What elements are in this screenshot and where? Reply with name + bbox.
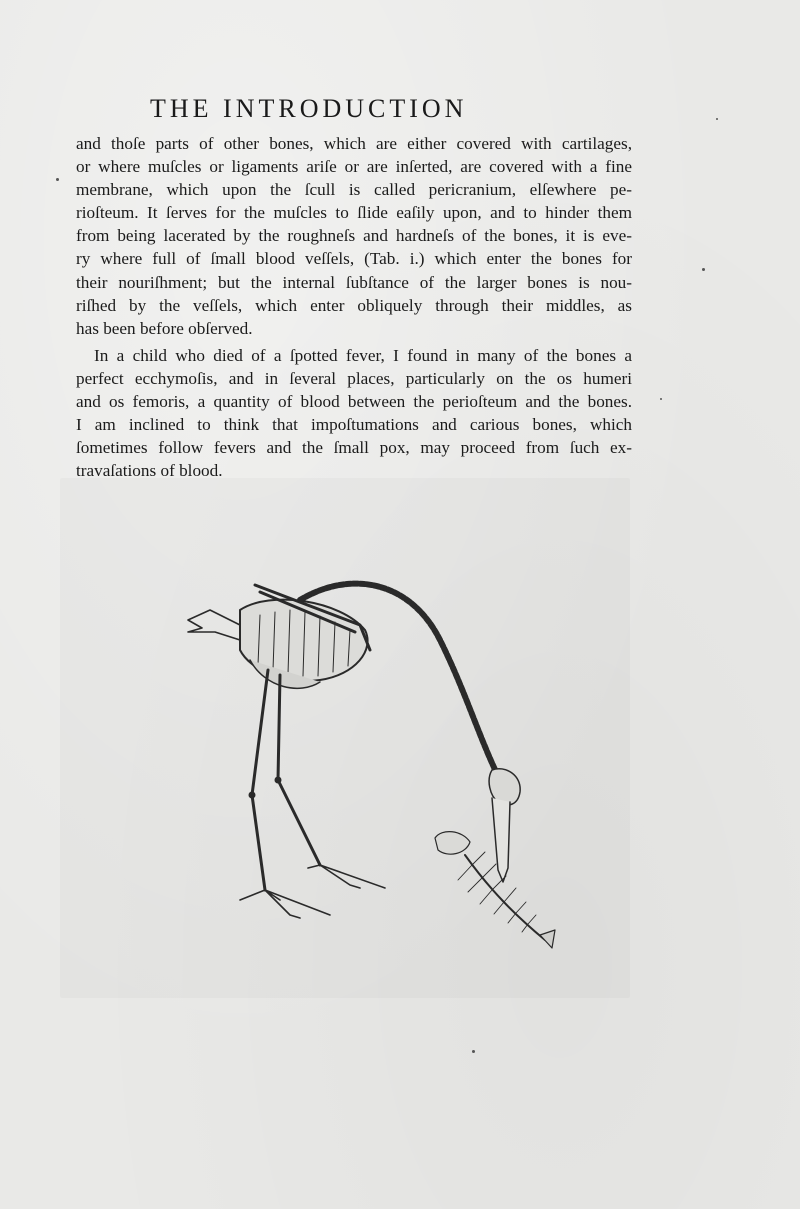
text-line: and os femoris, a quantity of blood between the perioſteum and the bones. (76, 392, 632, 412)
text-line: travaſations of blood. (76, 461, 223, 481)
beak (492, 798, 510, 882)
text-line: rioſteum. It ſerves for the muſcles to ſlide eaſily upon, and to hinder them (76, 203, 632, 223)
left-leg (252, 670, 268, 890)
fish-skeleton (435, 832, 555, 948)
bird-skeleton-illustration (180, 570, 560, 960)
page-speck (56, 178, 59, 181)
right-leg (278, 675, 320, 865)
text-line: ſometimes follow fevers and the ſmall pox, may proceed from ſuch ex- (76, 438, 632, 458)
text-line: their nouriſhment; but the internal ſubſtance of the larger bones is nou- (76, 272, 632, 292)
text-line: has been before obſerved. (76, 318, 253, 338)
tail (188, 610, 240, 640)
running-head: THE INTRODUCTION (150, 94, 468, 123)
page-speck (660, 398, 662, 400)
text-line: I am inclined to think that impoſtumations and carious bones, which (76, 415, 632, 435)
text-line: riſhed by the veſſels, which enter obliquely through their middles, as (76, 295, 632, 315)
left-foot (240, 890, 330, 918)
page-speck (716, 118, 718, 120)
page-speck (702, 268, 705, 271)
right-foot (308, 865, 385, 888)
page-speck (472, 1050, 475, 1053)
text-line: from being lacerated by the roughneſs and hardneſs of the bones, it is eve- (76, 226, 632, 246)
body-text (76, 132, 632, 482)
text-line: In a child who died of a ſpotted fever, I found in many of the bones a (94, 345, 632, 365)
text-line: membrane, which upon the ſcull is called pericranium, elſewhere pe- (76, 180, 632, 200)
text-line: ry where full of ſmall blood veſſels, (Tab. i.) which enter the bones for (76, 249, 632, 269)
text-line: and thoſe parts of other bones, which are either covered with cartilages, (76, 134, 632, 153)
text-line: or where muſcles or ligaments ariſe or are inſerted, are covered with a fine (76, 157, 632, 177)
text-line: perfect ecchymoſis, and in ſeveral places, particularly on the os humeri (76, 368, 632, 388)
